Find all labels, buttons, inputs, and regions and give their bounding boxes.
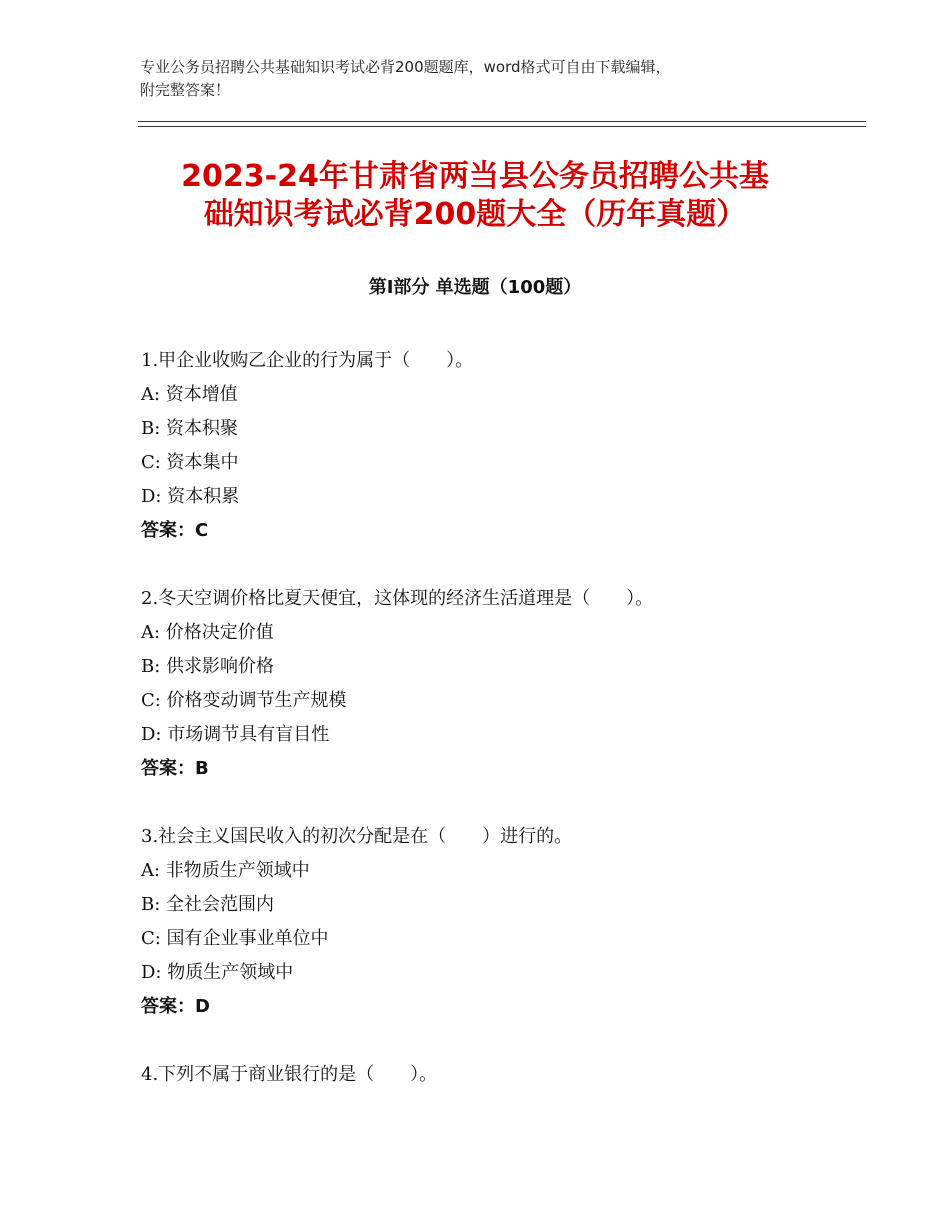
header-divider	[138, 121, 866, 127]
answer-label: 答案：D	[141, 996, 210, 1017]
option-c: C: 资本集中	[141, 452, 239, 473]
question-item	[141, 344, 841, 548]
option-b: B: 资本积聚	[141, 418, 239, 439]
option-d: D: 资本积累	[141, 486, 240, 507]
answer-label: 答案：C	[141, 520, 209, 541]
option-a: A: 非物质生产领域中	[141, 860, 310, 881]
document-title	[140, 158, 810, 234]
question-stem: 2.冬天空调价格比夏天便宜，这体现的经济生活道理是（ ）。	[141, 588, 654, 609]
question-item	[141, 582, 841, 786]
header-note-line-2: 附完整答案！	[140, 81, 231, 99]
header-note-line-1: 专业公务员招聘公共基础知识考试必背200题题库，word格式可自由下载编辑，	[140, 58, 671, 76]
question-list	[141, 344, 841, 1126]
answer-label: 答案：B	[141, 758, 209, 779]
question-stem: 3.社会主义国民收入的初次分配是在（ ）进行的。	[141, 826, 573, 847]
question-item	[141, 820, 841, 1024]
option-b: B: 供求影响价格	[141, 656, 275, 677]
option-c: C: 国有企业事业单位中	[141, 928, 329, 949]
header-note	[140, 56, 820, 102]
document-title-line-2: 础知识考试必背200题大全（历年真题）	[203, 197, 747, 232]
question-item	[141, 1058, 841, 1092]
option-b: B: 全社会范围内	[141, 894, 275, 915]
question-stem: 4.下列不属于商业银行的是（ ）。	[141, 1064, 438, 1085]
document-title-line-1: 2023-24年甘肃省两当县公务员招聘公共基	[181, 159, 769, 194]
option-a: A: 价格决定价值	[141, 622, 274, 643]
question-stem: 1.甲企业收购乙企业的行为属于（ ）。	[141, 350, 474, 371]
option-d: D: 物质生产领域中	[141, 962, 294, 983]
section-title: 第Ⅰ部分 单选题（100题）	[368, 277, 582, 298]
option-d: D: 市场调节具有盲目性	[141, 724, 330, 745]
option-a: A: 资本增值	[141, 384, 238, 405]
option-c: C: 价格变动调节生产规模	[141, 690, 347, 711]
